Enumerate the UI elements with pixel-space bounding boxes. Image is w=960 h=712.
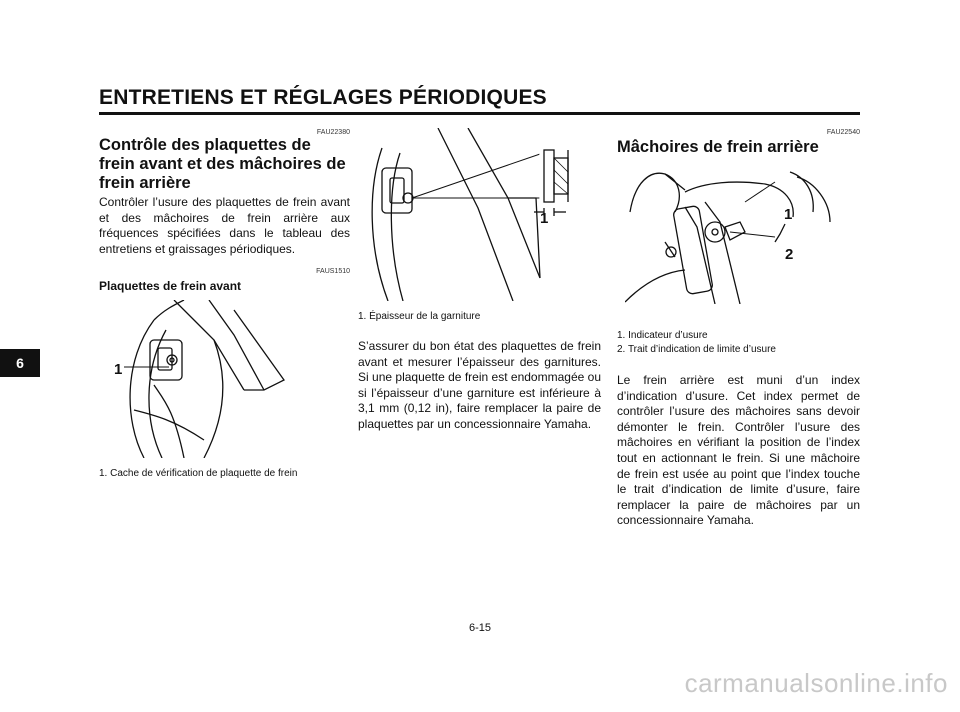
section-heading [99, 136, 354, 193]
figure-caption: 2. Trait d’indication de limite d’usure [617, 344, 776, 355]
figure-caption: 1. Épaisseur de la garniture [358, 311, 481, 322]
rear-brake-illustration [625, 162, 835, 304]
figure-callout: 1 [540, 210, 549, 227]
front-brake-illustration [114, 300, 324, 458]
intro-paragraph: Contrôler l’usure des plaquettes de frein avant et des mâchoires de frein arrière aux fréquences spécifiées dans le tableau des entretiens et graissages périodiques. [99, 195, 350, 256]
figure-callout: 1 [784, 206, 793, 223]
subsection-heading: Plaquettes de frein avant [99, 279, 242, 293]
section-heading-line: frein arrière [99, 174, 191, 192]
section-code: FAU22380 [316, 129, 350, 136]
watermark: carmanualsonline.info [684, 668, 948, 698]
figure-caption: 1. Indicateur d’usure [617, 330, 708, 341]
figure-caption: 1. Cache de vérification de plaquette de frein [99, 468, 298, 479]
section-heading-line: Contrôle des plaquettes de [99, 136, 311, 154]
body-paragraph: S’assurer du bon état des plaquettes de frein avant et mesurer l’épaisseur des garnitures. Si une plaquette de frein est endommagée ou si l’épaisseur d’une garniture est inférieure à 3,1 mm (0,12 in), faire remplacer la paire de plaquettes par un concessionnaire Yamaha. [358, 339, 601, 431]
rear-brake-figure [625, 162, 835, 304]
subsection-code: FAUS1510 [316, 268, 350, 275]
pad-thickness-figure [368, 128, 592, 301]
figure-callout: 2 [785, 246, 794, 263]
section-code: FAU22540 [826, 129, 860, 136]
section-heading-line: frein avant et des mâchoires de [99, 155, 346, 173]
header-rule [99, 112, 860, 115]
front-brake-figure [114, 300, 324, 458]
chapter-tab: 6 [0, 349, 40, 377]
section-heading: Mâchoires de frein arrière [617, 138, 819, 156]
page-header-title: ENTRETIENS ET RÉGLAGES PÉRIODIQUES [99, 86, 547, 109]
body-paragraph: Le frein arrière est muni d’un index d’indication d’usure. Cet index permet de contrôler l’usure des mâchoires sans devoir démonter le frein. Contrôler l’usure des mâchoires en vérifiant la position de l’index tout en actionnant le frein. Si une mâchoire de frein est usée au point que l’index touche le trait d’indication de limite d’usure, faire remplacer la paire de mâchoires par un concessionnaire Yamaha. [617, 373, 860, 528]
figure-callout: 1 [114, 361, 123, 378]
pad-thickness-illustration [368, 128, 592, 301]
page-number: 6-15 [468, 622, 492, 634]
